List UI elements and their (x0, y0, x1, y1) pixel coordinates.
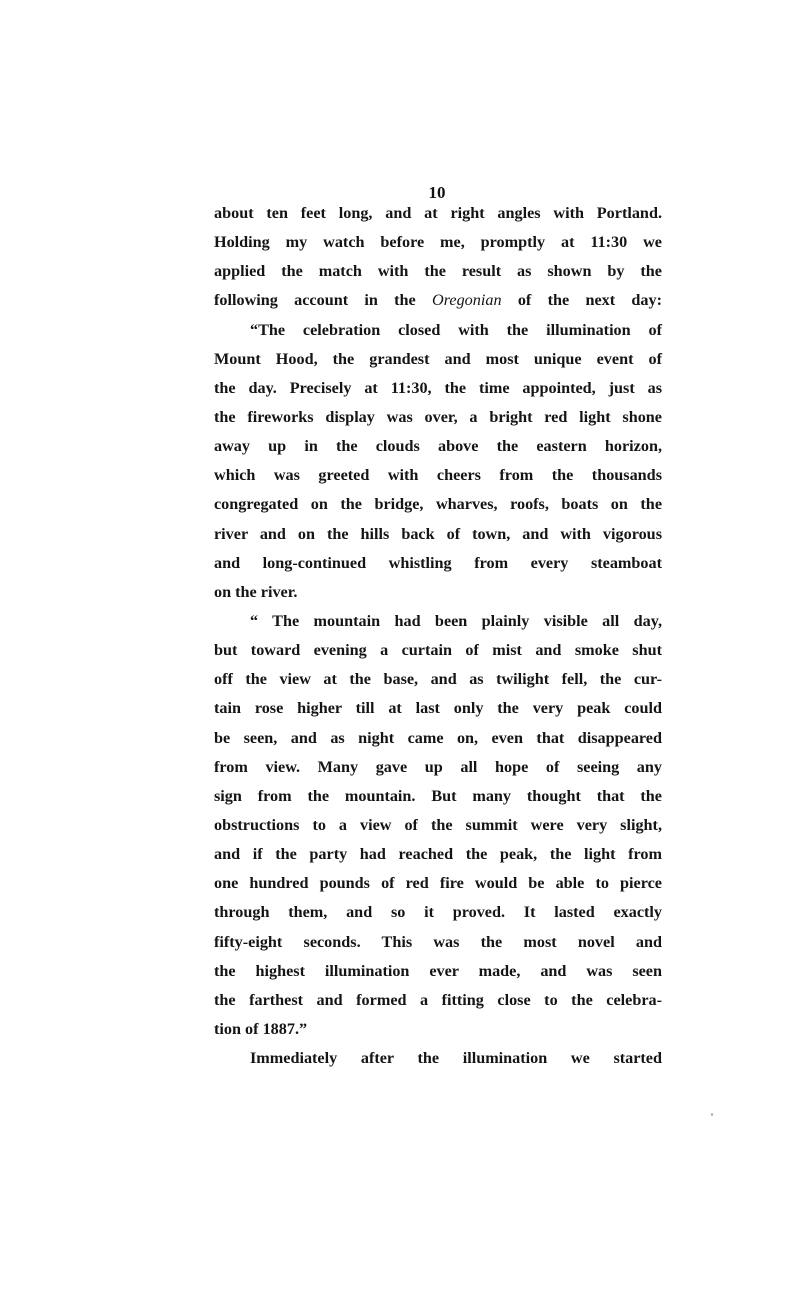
text-line: from view. Many gave up all hope of seeing any (214, 757, 662, 776)
text-line: on the river. (214, 582, 298, 601)
text-line: “The celebration closed with the illumination of (250, 320, 662, 339)
text-line: but toward evening a curtain of mist and smoke shut (214, 641, 662, 660)
text-line: sign from the mountain. But many thought that the (214, 786, 662, 805)
text-segment: following account in the (214, 291, 433, 310)
scan-speck (711, 1113, 713, 1116)
text-line: one hundred pounds of red fire would be able to pierce (214, 874, 662, 893)
body-text (214, 199, 662, 1073)
text-line: and long-continued whistling from every steamboat (214, 553, 662, 572)
text-line (214, 286, 662, 315)
text-line: the fireworks display was over, a bright red light shone (214, 407, 662, 426)
text-line: away up in the clouds above the eastern horizon, (214, 437, 662, 456)
newspaper-title: Oregonian (432, 291, 502, 310)
text-line: Mount Hood, the grandest and most unique event of (214, 349, 662, 368)
text-line: obstructions to a view of the summit were very slight, (214, 815, 662, 834)
text-line: tion of 1887.” (214, 1019, 308, 1038)
text-line: “ The mountain had been plainly visible all day, (250, 611, 662, 630)
text-line: about ten feet long, and at right angles with Portland. (214, 204, 662, 222)
text-line: applied the match with the result as shown by the (214, 262, 662, 281)
text-line: the farthest and formed a fitting close to the celebra- (214, 990, 662, 1009)
text-line: fifty-eight seconds. This was the most novel and (214, 932, 662, 951)
text-line: off the view at the base, and as twilight fell, the cur- (214, 670, 662, 689)
text-line: the highest illumination ever made, and was seen (214, 961, 662, 980)
text-segment: of the next day: (501, 291, 662, 310)
text-line: congregated on the bridge, wharves, roofs, boats on the (214, 495, 662, 514)
text-line: through them, and so it proved. It lasted exactly (214, 903, 662, 922)
text-line: tain rose higher till at last only the very peak could (214, 699, 662, 718)
text-line: the day. Precisely at 11:30, the time appointed, just as (214, 378, 662, 397)
text-line: Immediately after the illumination we started (250, 1049, 662, 1068)
text-line: Holding my watch before me, promptly at 11:30 we (214, 233, 662, 252)
text-line: river and on the hills back of town, and with vigorous (214, 524, 662, 543)
text-line: and if the party had reached the peak, the light from (214, 845, 662, 864)
text-line: which was greeted with cheers from the thousands (214, 466, 662, 485)
text-line: be seen, and as night came on, even that disappeared (214, 728, 662, 747)
page-number: 10 (428, 183, 446, 202)
